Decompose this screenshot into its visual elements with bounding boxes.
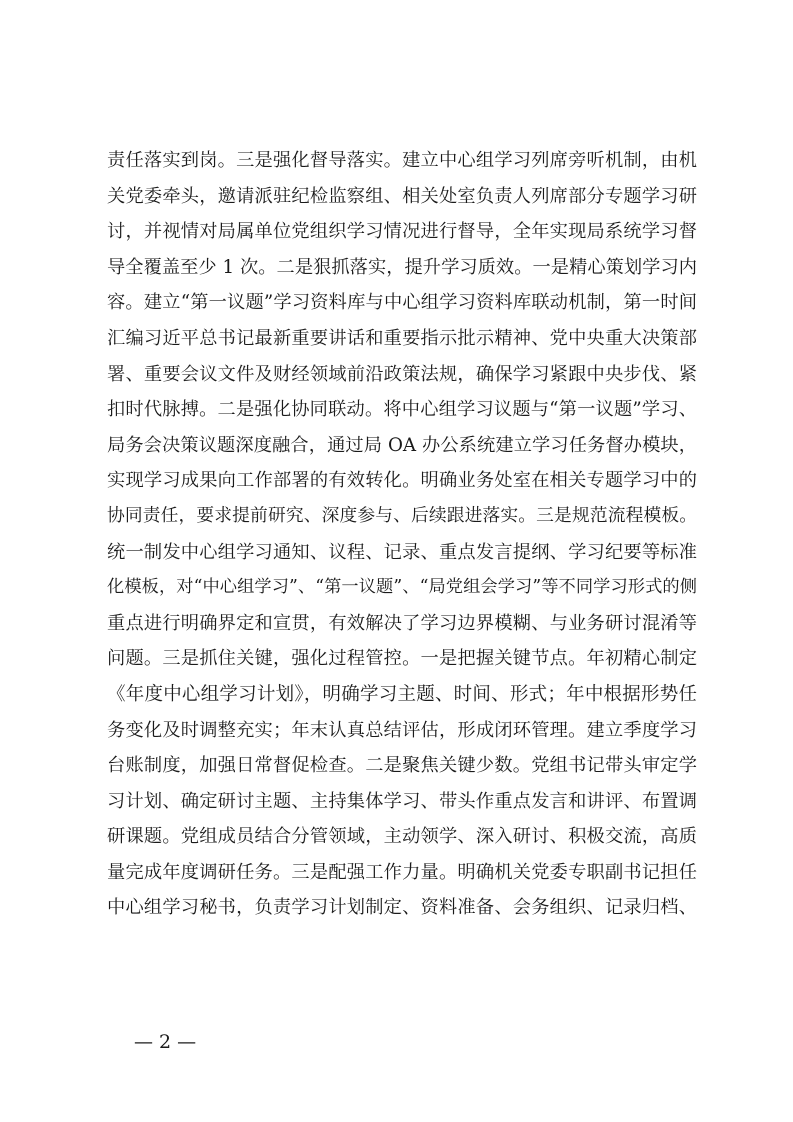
text-line-5: 容。建立“第一议题”学习资料库与中心组学习资料库联动机制，第一时间 [107, 292, 697, 314]
page-number: — 2 — [134, 1031, 197, 1053]
text-line-19: 习计划、确定研讨主题、主持集体学习、带头作重点发言和讲评、布置调 [107, 790, 697, 812]
text-line-14: 重点进行明确界定和宣贯，有效解决了学习边界模糊、与业务研讨混淆等 [107, 612, 697, 634]
text-line-6: 汇编习近平总书记最新重要讲话和重要指示批示精神、党中央重大决策部 [107, 327, 697, 349]
text-line-12: 统一制发中心组学习通知、议程、记录、重点发言提纲、学习纪要等标准 [107, 541, 697, 563]
text-line-22: 中心组学习秘书，负责学习计划制定、资料准备、会务组织、记录归档、 [107, 897, 697, 919]
text-line-17: 务变化及时调整充实；年末认真总结评估，形成闭环管理。建立季度学习 [107, 719, 697, 741]
text-line-2: 关党委牵头，邀请派驻纪检监察组、相关处室负责人列席部分专题学习研 [107, 185, 697, 207]
text-line-4: 导全覆盖至少 1 次。二是狠抓落实，提升学习质效。一是精心策划学习内 [107, 256, 697, 278]
text-line-1: 责任落实到岗。三是强化督导落实。建立中心组学习列席旁听机制，由机 [107, 150, 697, 171]
text-line-13: 化模板，对“中心组学习”、“第一议题”、“局党组会学习”等不同学习形式的侧 [107, 577, 697, 598]
body-text [107, 143, 697, 926]
text-line-20: 研课题。党组成员结合分管领域，主动领学、深入研讨、积极交流，高质 [107, 826, 697, 848]
text-line-21: 量完成年度调研任务。三是配强工作力量。明确机关党委专职副书记担任 [107, 861, 697, 883]
text-line-18: 台账制度，加强日常督促检查。二是聚焦关键少数。党组书记带头审定学 [107, 755, 697, 777]
text-line-10: 实现学习成果向工作部署的有效转化。明确业务处室在相关专题学习中的 [107, 470, 697, 492]
text-line-8: 扣时代脉搏。二是强化协同联动。将中心组学习议题与“第一议题”学习、 [107, 399, 697, 421]
text-line-7: 署、重要会议文件及财经领域前沿政策法规，确保学习紧跟中央步伐、紧 [107, 363, 697, 385]
text-line-9: 局务会决策议题深度融合，通过局 OA 办公系统建立学习任务督办模块， [107, 434, 697, 456]
text-line-16: 《年度中心组学习计划》，明确学习主题、时间、形式；年中根据形势任 [107, 683, 697, 705]
text-line-11: 协同责任，要求提前研究、深度参与、后续跟进落实。三是规范流程模板。 [107, 505, 697, 526]
text-line-3: 讨，并视情对局属单位党组织学习情况进行督导，全年实现局系统学习督 [107, 221, 697, 243]
text-line-15: 问题。三是抓住关键，强化过程管控。一是把握关键节点。年初精心制定 [107, 648, 697, 670]
